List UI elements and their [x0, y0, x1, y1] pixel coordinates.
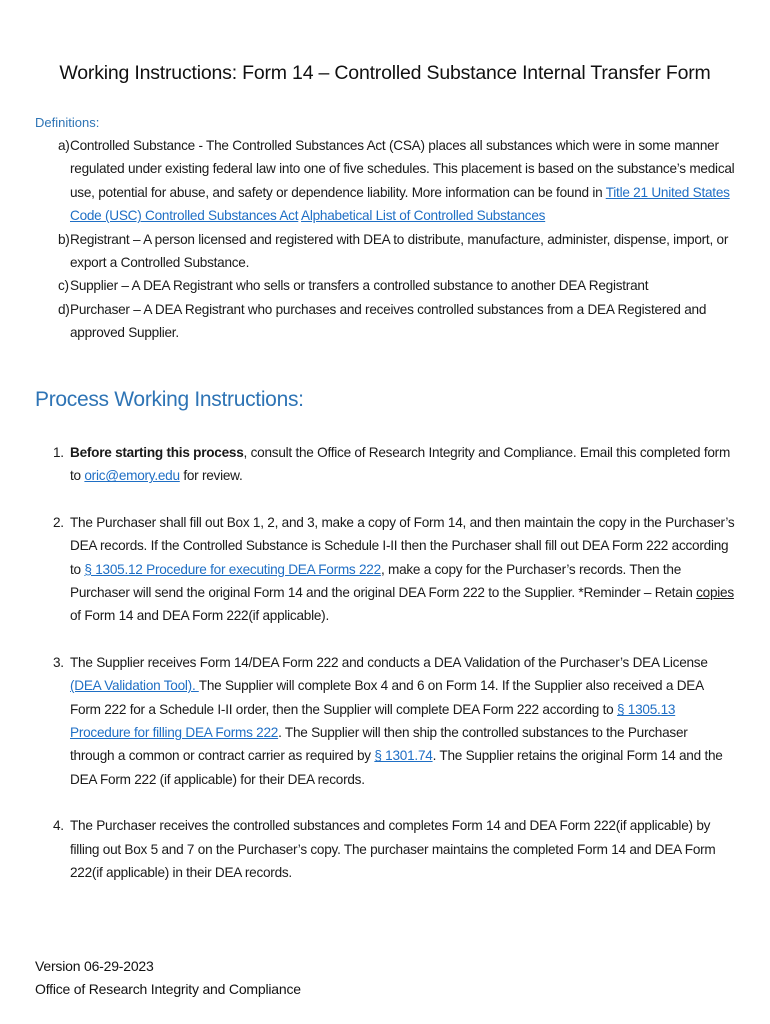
- list-marker: d): [58, 301, 70, 317]
- procedure-1305-12-link[interactable]: § 1305.12 Procedure for executing DEA Forms 222: [84, 561, 381, 577]
- process-list: [35, 441, 735, 908]
- process-text: The Purchaser receives the controlled substances and completes Form 14 and DEA Form 222(if applicable) by filling out Box 5 and 7 on the Purchaser’s copy. The purchaser maintains the completed Form 14 and DEA Form 222(if applicable) in their DEA records.: [70, 818, 716, 881]
- alphabetical-list-link[interactable]: Alphabetical List of Controlled Substances: [301, 208, 546, 224]
- procedure-1305-13-link[interactable]: § 1305.13 Procedure for filling DEA Forms 222: [70, 701, 676, 741]
- list-marker: 1.: [53, 445, 64, 460]
- footer: [35, 955, 301, 1001]
- definitions-list: [35, 134, 735, 345]
- version-label: Version 06-29-2023: [35, 958, 154, 974]
- definition-text: Registrant – A person licensed and registered with DEA to distribute, manufacture, administer, dispense, import, or export a Controlled Substance.: [70, 231, 729, 271]
- definition-item-b: [35, 228, 735, 275]
- definition-text: Supplier – A DEA Registrant who sells or transfers a controlled substance to another DEA Registrant: [70, 278, 649, 294]
- definition-item-c: [35, 274, 735, 297]
- list-marker: b): [58, 231, 70, 247]
- list-marker: a): [58, 138, 70, 153]
- title-21-usc-link[interactable]: Title 21 United States Code (USC) Controlled Substances Act: [70, 184, 730, 224]
- list-marker: 2.: [53, 514, 64, 530]
- list-marker: c): [58, 278, 69, 294]
- process-step-4: [35, 814, 735, 884]
- office-label: Office of Research Integrity and Compliance: [35, 981, 301, 997]
- process-text: The Supplier receives Form 14/DEA Form 222 and conducts a DEA Validation of the Purchaser’s DEA License (DEA Validation Tool). The Supplier will complete Box 4 and 6 on Form 14. If the Supplier also received a DEA Form 222 for a Schedule I-II order, then the Supplier will complete DEA Form 222 according to § 1305.13 Procedure for filling DEA Forms 222. The Supplier will then ship the controlled substances to the Purchaser through a common or contract carrier as required by § 1301.74. The Supplier retains the original Form 14 and the DEA Form 222 (if applicable) for their DEA records.: [70, 654, 723, 787]
- process-heading: Process Working Instructions:: [35, 388, 304, 411]
- process-step-2: [35, 511, 735, 628]
- definition-item-a: [35, 134, 735, 228]
- definition-item-d: [35, 298, 735, 345]
- process-step-1: [35, 441, 735, 488]
- process-text: The Purchaser shall fill out Box 1, 2, and 3, make a copy of Form 14, and then maintain the copy in the Purchaser’s DEA records. If the Controlled Substance is Schedule I-II then the Purchaser shall fill out DEA Form 222 according to § 1305.12 Procedure for executing DEA Forms 222, make a copy for the Purchaser’s records. Then the Purchaser will send the original Form 14 and the original DEA Form 222 to the Supplier. *Reminder – Retain copies of Form 14 and DEA Form 222(if applicable).: [70, 514, 735, 624]
- list-marker: 3.: [53, 654, 64, 670]
- process-step-3: [35, 651, 735, 791]
- email-link[interactable]: oric@emory.edu: [84, 468, 180, 484]
- document-title: [0, 62, 770, 85]
- definitions-heading: Definitions:: [35, 115, 100, 130]
- process-text: Before starting this process, consult the Office of Research Integrity and Compliance. Email this completed form to oric@emory.edu for review.: [70, 445, 731, 484]
- title-text-2: ontrolled Substance Internal Transfer Form: [348, 62, 711, 84]
- definition-text: Controlled Substance - The Controlled Substances Act (CSA) places all substances which were in some manner regulated under existing federal law into one of five schedules. This placement is based on the substance’s medical use, potential for abuse, and safety or dependence liability. More information can be found in Title 21 United States Code (USC) Controlled Substances Act Alphabetical List of Controlled Substances: [70, 138, 735, 224]
- definition-text: Purchaser – A DEA Registrant who purchases and receives controlled substances from a DEA Registered and approved Supplier.: [70, 301, 707, 341]
- dea-validation-tool-link[interactable]: (DEA Validation Tool).: [70, 678, 199, 694]
- list-marker: 4.: [53, 818, 64, 834]
- title-text-1: Working Instructions: Form 14 – C: [59, 62, 349, 84]
- section-1301-74-link[interactable]: § 1301.74: [374, 748, 433, 764]
